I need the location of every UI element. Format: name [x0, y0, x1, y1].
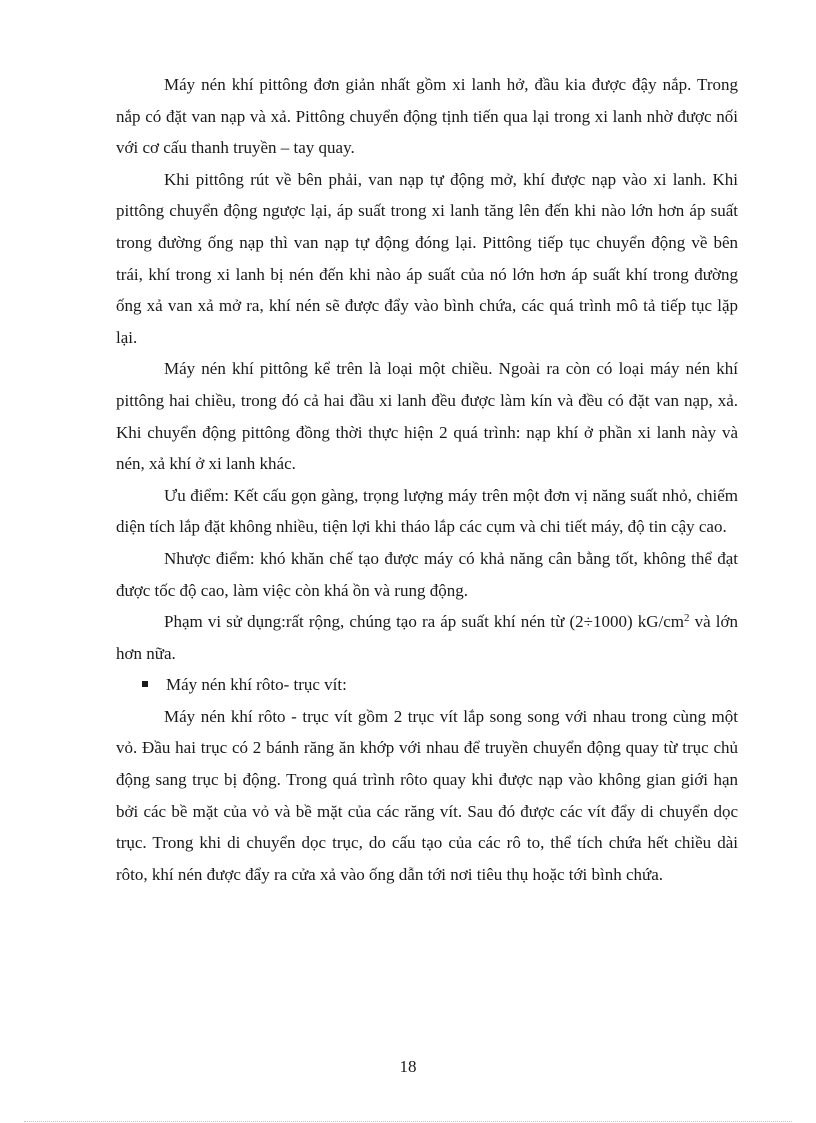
paragraph-piston-types: Máy nén khí pittông kể trên là loại một chiều. Ngoài ra còn có loại máy nén khí pittông hai chiều, trong đó cả hai đầu xi lanh đều được làm kín và đều có đặt van nạp, xả. Khi chuyển động pittông đồng thời thực hiện 2 quá trình: nạp khí ở phần xi lanh này và nén, xả khí ở xi lanh khác. — [116, 359, 738, 474]
bullet-item-screw-compressor — [116, 669, 738, 701]
paragraph-disadvantages: Nhược điểm: khó khăn chế tạo được máy có khả năng cân bằng tốt, không thể đạt được tốc độ cao, làm việc còn khá ồn và rung động. — [116, 548, 738, 600]
square-bullet-icon — [142, 681, 148, 687]
bullet-heading: Máy nén khí rôto- trục vít: — [166, 675, 347, 695]
scope-text-end: và lớn hơn nữa. — [116, 612, 739, 663]
paragraph-piston-structure: Máy nén khí pittông đơn giản nhất gồm xi lanh hở, đầu kia được đậy nắp. Trong nắp có đặt van nạp và xả. Pittông chuyển động tịnh tiến qua lại trong xi lanh nhờ được nối với cơ cấu thanh truyền – tay quay. — [116, 75, 738, 158]
superscript-2: 2 — [684, 612, 690, 625]
paragraph-scope — [116, 606, 738, 669]
page-number: 18 — [399, 1057, 417, 1076]
paragraph-screw-compressor: Máy nén khí rôto - trục vít gồm 2 trục vít lắp song song với nhau trong cùng một vỏ. Đầu hai trục có 2 bánh răng ăn khớp với nhau để truyền chuyển động quay từ trục chủ động sang trục bị động. Trong quá trình rôto quay khi được nạp vào không gian giới hạn bởi các bề mặt của vỏ và bề mặt của các răng vít. Sau đó được các vít đẩy di chuyển dọc trục. Trong khi di chuyển dọc trục, do cấu tạo của các rô to, thể tích chứa hết chiều dài rôto, khí nén được đẩy ra cửa xả vào ống dẫn tới nơi tiêu thụ hoặc tới bình chứa. — [116, 706, 738, 884]
scope-text: Phạm vi sử dụng:rất rộng, chúng tạo ra áp suất khí nén từ (2÷1000) kG/cm — [164, 612, 685, 632]
body-text — [116, 69, 738, 890]
paragraph-advantages: Ưu điểm: Kết cấu gọn gàng, trọng lượng máy trên một đơn vị năng suất nhỏ, chiếm diện tích lắp đặt không nhiều, tiện lợi khi tháo lắp các cụm và chi tiết máy, độ tin cậy cao. — [116, 485, 738, 537]
page-bottom-divider — [24, 1121, 792, 1122]
paragraph-piston-operation: Khi pittông rút về bên phải, van nạp tự động mở, khí được nạp vào xi lanh. Khi pittông chuyển động ngược lại, áp suất trong xi lanh tăng lên đến khi nào lớn hơn áp suất trong đường ống nạp thì van nạp tự động đóng lại. Pittông tiếp tục chuyển động về bên trái, khí trong xi lanh bị nén đến khi nào áp suất của nó lớn hơn áp suất khí trong đường ống xả van xả mở ra, khí nén sẽ được đẩy vào bình chứa, các quá trình mô tả tiếp tục lặp lại. — [116, 169, 738, 347]
